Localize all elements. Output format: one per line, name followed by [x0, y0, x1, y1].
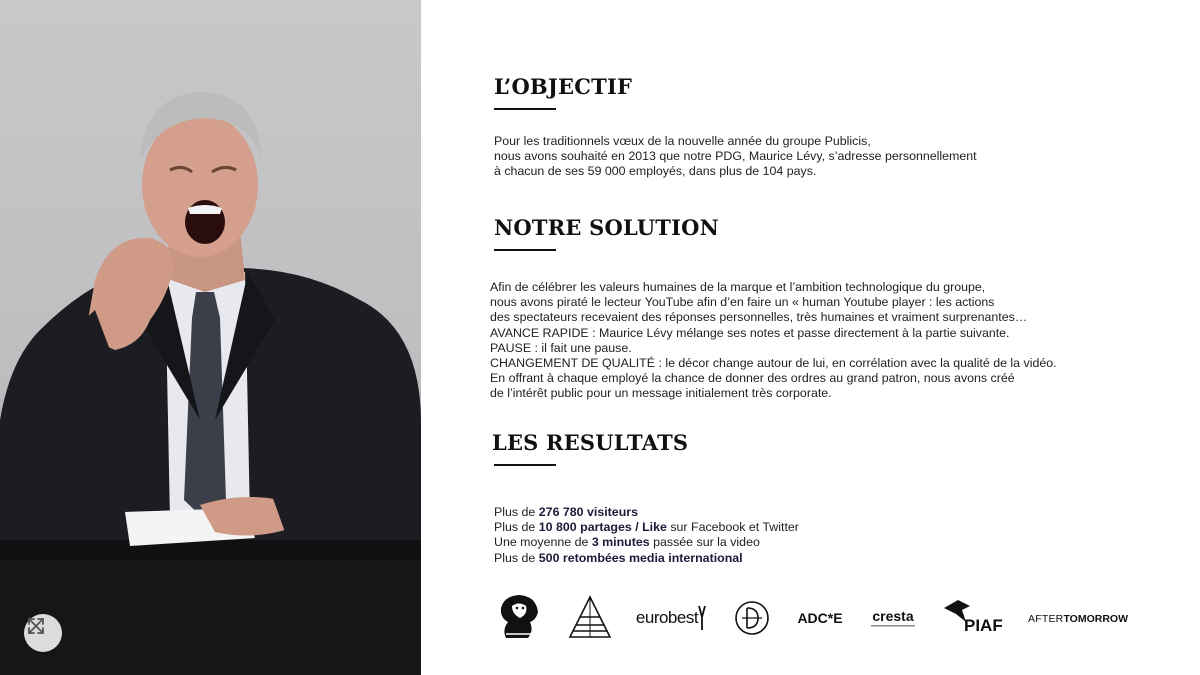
solution-line: PAUSE : il fait une pause. [490, 340, 632, 355]
eurobest-logo [630, 600, 712, 636]
objective-text [494, 134, 977, 180]
trophy-icon [698, 605, 706, 631]
objective-line: nous avons souhaité en 2013 que notre PDG, Maurice Lévy, s’adresse personnellement [494, 149, 977, 164]
results-list [494, 505, 799, 566]
objective-line: à chacun de ses 59 000 employés, dans plus de 104 pays. [494, 164, 817, 179]
solution-line: de l’intérêt public pour un message initialement très corporate. [490, 386, 832, 401]
pyramid-icon [568, 595, 612, 641]
aftertomorrow-logo [1030, 610, 1126, 628]
objective-rule [494, 108, 556, 110]
pyramid-award-logo [568, 595, 612, 641]
solution-line: En offrant à chaque employé la chance de donner des ordres au grand patron, nous avons créé [490, 371, 1015, 386]
adce-logo [794, 606, 846, 630]
solution-title: NOTRE SOLUTION [494, 215, 720, 240]
piaf-logo [940, 598, 1004, 640]
result-item: Plus de 276 780 visiteurs [494, 505, 638, 519]
objective-line: Pour les traditionnels vœux de la nouvelle année du groupe Publicis, [494, 134, 871, 148]
cannes-lions-logo [494, 592, 544, 642]
cresta-logo [866, 604, 920, 632]
solution-line: Afin de célébrer les valeurs humaines de la marque et l’ambition technologique du groupe, [490, 280, 986, 294]
aftertomorrow-text-b: TOMORROW [1063, 613, 1128, 625]
expand-arrows-icon [24, 614, 48, 638]
adce-text: ADC*E [797, 610, 843, 626]
objective-title: L’OBJECTIF [494, 74, 633, 99]
awards-logos [494, 592, 1134, 644]
solution-text [490, 280, 1057, 402]
cresta-text: cresta [872, 607, 914, 624]
adc-emblem-logo [732, 598, 772, 638]
eurobest-text: eurobest [635, 608, 699, 627]
solution-line: CHANGEMENT DE QUALITÉ : le décor change autour de lui, en corrélation avec la qualité de la vidéo. [490, 356, 1057, 371]
solution-line: nous avons piraté le lecteur YouTube afin d’en faire un « human Youtube player : les actions [490, 295, 995, 310]
solution-rule [494, 249, 556, 251]
result-item: Plus de 10 800 partages / Like sur Facebook et Twitter [494, 520, 799, 535]
hero-photo [0, 0, 421, 675]
solution-line: AVANCE RAPIDE : Maurice Lévy mélange ses notes et passe directement à la partie suivante. [490, 325, 1010, 340]
solution-line: des spectateurs recevaient des réponses personnelles, très humaines et vraiment surprenantes… [490, 310, 1028, 325]
result-item: Une moyenne de 3 minutes passée sur la video [494, 535, 760, 550]
circle-emblem-icon [734, 600, 770, 636]
results-title: LES RESULTATS [492, 430, 689, 455]
cresta-underline-icon [871, 624, 915, 628]
ceo-illustration [0, 0, 421, 675]
result-item: Plus de 500 retombées media international [494, 550, 743, 565]
results-rule [494, 464, 556, 466]
piaf-text: PIAF [964, 616, 1003, 635]
expand-button[interactable] [24, 614, 62, 652]
lion-icon [496, 592, 542, 642]
aftertomorrow-text-a: AFTER [1028, 613, 1064, 625]
